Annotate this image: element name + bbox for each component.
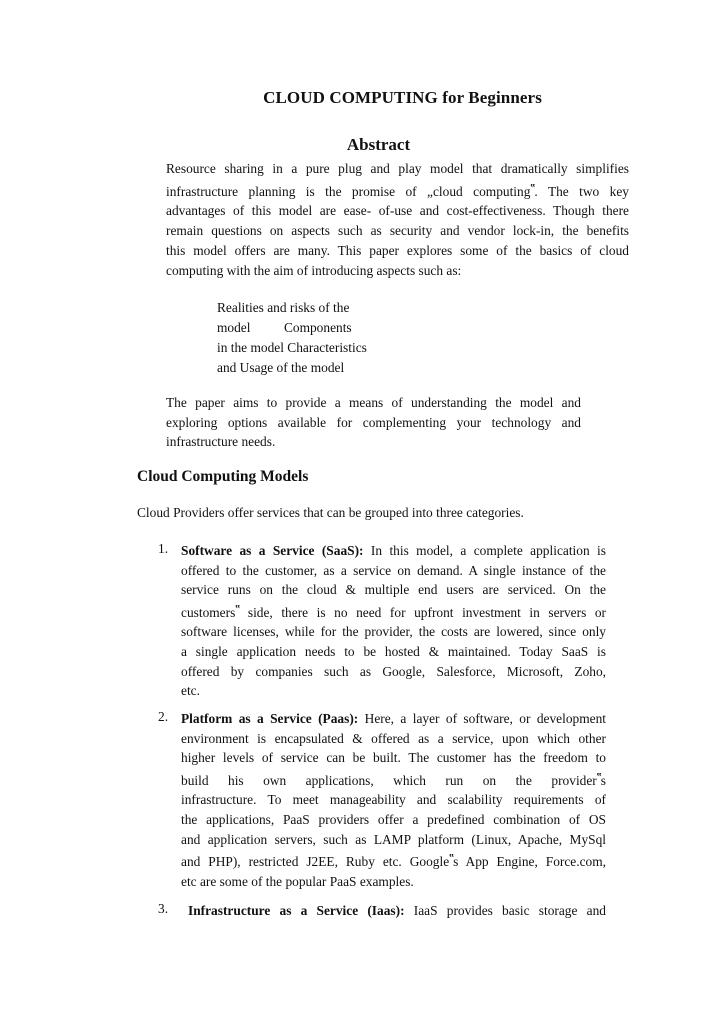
abstract-heading: Abstract [346, 135, 411, 154]
list-number: 2. [158, 709, 169, 724]
abstract-line: remain questions on aspects such as security and vendor lock-in, the benefits [166, 223, 629, 239]
aspects-line: Realities and risks of the [217, 300, 350, 315]
list-line: infrastructure. To meet manageability and scalability requirements of [181, 792, 606, 808]
list-line: software licenses, while for the provider, the costs are lowered, since only [181, 624, 606, 640]
list-line: build his own applications, which run on the provider‟s [181, 771, 606, 788]
aspects-line: and Usage of the model [217, 360, 345, 375]
list-line: a single application needs to be hosted & maintained. Today SaaS is [181, 643, 606, 659]
aims-paragraph [166, 393, 581, 452]
document-title: CLOUD COMPUTING for Beginners [263, 88, 542, 107]
abstract-line: this model offers are many. This paper explores some of the basics of cloud [166, 242, 629, 258]
list-line: customers‟ side, there is no need for upfront investment in servers or [181, 603, 606, 620]
list-line: Platform as a Service (Paas): Here, a layer of software, or development [181, 711, 606, 726]
abstract-line: advantages of this model are ease- of-use and cost-effectiveness. Though there [166, 203, 629, 219]
list-line: offered by companies such as Google, Salesforce, Microsoft, Zoho, [181, 663, 606, 679]
list-line: Software as a Service (SaaS): In this model, a complete application is [181, 543, 606, 558]
list-line: environment is encapsulated & offered as a service, upon which other [181, 730, 606, 746]
list-line: service runs on the cloud & multiple end users are serviced. On the [181, 582, 606, 598]
abstract-line: computing with the aim of introducing aspects such as: [166, 262, 462, 278]
aims-line: exploring options available for complementing your technology and [166, 414, 581, 430]
list-label: Infrastructure as a Service (Iaas): [188, 903, 405, 918]
abstract-paragraph [166, 159, 629, 280]
list-line: etc. [181, 683, 200, 699]
aims-line: infrastructure needs. [166, 434, 276, 449]
list-line: etc are some of the popular PaaS examples. [181, 873, 414, 889]
intro-paragraph: Cloud Providers offer services that can be grouped into three categories. [137, 505, 524, 520]
aspects-line: model Components [217, 320, 352, 335]
aspects-list [217, 298, 417, 378]
list-line: higher levels of service can be built. The customer has the freedom to [181, 750, 606, 766]
list-number: 3. [158, 901, 169, 916]
section-heading: Cloud Computing Models [137, 468, 309, 485]
aspects-line: in the model Characteristics [217, 340, 367, 355]
list-number: 1. [158, 541, 169, 556]
aims-line: The paper aims to provide a means of understanding the model and [166, 395, 581, 410]
list-label: Software as a Service (SaaS): [181, 543, 364, 558]
list-line: offered to the customer, as a service on demand. A single instance of the [181, 562, 606, 578]
abstract-line: Resource sharing in a pure plug and play model that dramatically simplifies [166, 161, 629, 176]
list-line: and application servers, such as LAMP platform (Linux, Apache, MySql [181, 831, 606, 847]
list-label: Platform as a Service (Paas): [181, 711, 359, 726]
list-line: Infrastructure as a Service (Iaas): IaaS provides basic storage and [188, 903, 606, 918]
list-line: the applications, PaaS providers offer a predefined combination of OS [181, 811, 606, 827]
list-line: and PHP), restricted J2EE, Ruby etc. Google‟s App Engine, Force.com, [181, 853, 606, 870]
abstract-line: infrastructure planning is the promise of „cloud computing‟. The two key [166, 182, 629, 199]
